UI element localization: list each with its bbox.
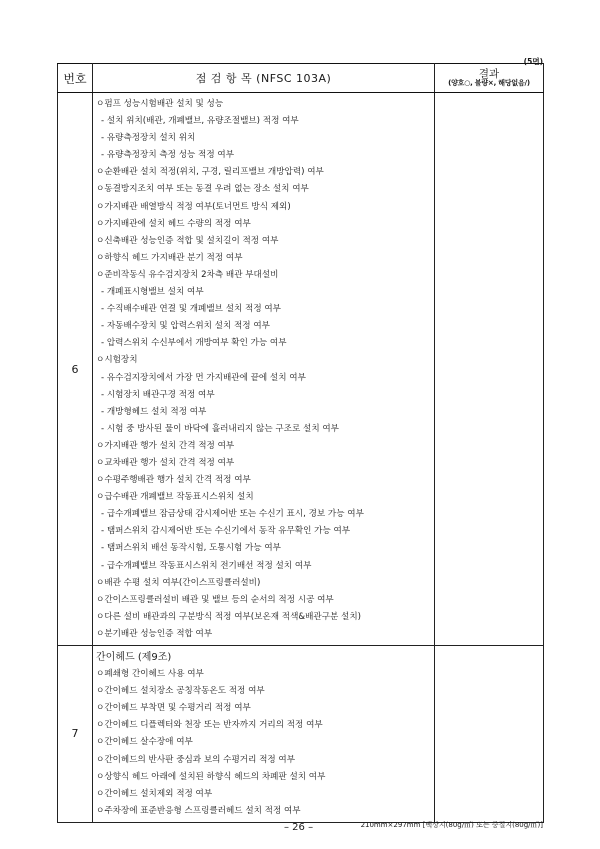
circle-marker: ㅇ (96, 167, 105, 178)
checklist-item-text: 준비작동식 유수검지장치 2차측 배관 부대설비 (104, 269, 279, 280)
header-result-legend: (양호○, 불량×, 해당없음/) (448, 78, 530, 87)
checklist-item (93, 199, 434, 216)
checklist-item (93, 786, 434, 803)
checklist-item-text: 간이헤드의 반사판 중심과 보의 수평거리 적정 여부 (104, 754, 296, 765)
inspection-table (57, 63, 544, 823)
footer-paper-spec: 210mm×297mm [백상지(80g/㎡) 또는 중질지(80g/㎡)] (360, 821, 543, 829)
checklist-item-text: 간이헤드 부착면 및 수평거리 적정 여부 (104, 703, 251, 714)
result-cell[interactable] (435, 646, 544, 823)
circle-marker: ㅇ (96, 577, 105, 588)
header-result-title: 결과 (478, 67, 500, 80)
checklist-item-text: 가지배관 배열방식 적정 여부(토너먼트 방식 제외) (104, 201, 291, 212)
checklist-item (93, 404, 434, 421)
checklist-item-text: 펌프 성능시험배관 설치 및 성능 (104, 99, 224, 109)
circle-marker: ㅇ (96, 737, 105, 748)
checklist-item-text: 개방형헤드 설치 적정 여부 (106, 406, 207, 417)
circle-marker: ㅇ (96, 269, 105, 280)
checklist-item-text: 시험장치 (104, 355, 138, 366)
checklist-item-text: 수평주행배관 행가 설치 간격 적정 여부 (104, 475, 251, 486)
circle-marker: ㅇ (96, 611, 105, 622)
circle-marker: ㅇ (96, 99, 105, 109)
checklist-item (93, 700, 434, 717)
checklist-item (93, 387, 434, 404)
checklist-item (93, 683, 434, 700)
checklist-item (93, 216, 434, 233)
checklist-item-text: 배관 수평 설치 여부(간이스프링클러설비) (104, 577, 261, 588)
checklist-item-text: 시험 중 방사된 물이 바닥에 흘러내리지 않는 구조로 설치 여부 (106, 423, 339, 434)
dash-marker: - (101, 372, 105, 383)
circle-marker: ㅇ (96, 218, 105, 229)
checklist-item (93, 558, 434, 575)
checklist-item-text: 유량측정장치 설치 위치 (106, 133, 196, 144)
footer-page-number: – 26 – (284, 822, 314, 833)
circle-marker: ㅇ (96, 440, 105, 451)
checklist-item (93, 96, 434, 113)
circle-marker: ㅇ (96, 184, 105, 195)
circle-marker: ㅇ (96, 594, 105, 605)
checklist-item-text: 간이헤드 디플렉터와 천장 또는 반자까지 거리의 적정 여부 (104, 720, 323, 731)
section-number: 6 (58, 93, 93, 646)
checklist-item (93, 113, 434, 130)
checklist-item-text: 시험장치 배관구경 적정 여부 (106, 389, 215, 400)
checklist-item-text: 설치 위치(배관, 개폐밸브, 유량조절밸브) 적정 여부 (106, 116, 299, 127)
checklist-item (93, 233, 434, 250)
section-items (93, 93, 435, 646)
checklist-item-text: 급수배관 개폐밸브 작동표시스위치 설치 (104, 492, 254, 503)
dash-marker: - (101, 287, 105, 298)
dash-marker: - (101, 509, 105, 520)
checklist-item (93, 803, 434, 820)
circle-marker: ㅇ (96, 355, 105, 366)
circle-marker: ㅇ (96, 720, 105, 731)
checklist-item-text: 개폐표시형밸브 설치 여부 (106, 287, 204, 298)
dash-marker: - (101, 560, 105, 571)
page-label: (5면) (523, 57, 543, 66)
checklist-item-text: 탬퍼스위치 배선 동작시험, 도통시험 가능 여부 (106, 543, 281, 554)
checklist-item (93, 147, 434, 164)
checklist-item (93, 472, 434, 489)
checklist-item-text: 간이헤드 설치장소 공칭작동온도 적정 여부 (104, 686, 265, 697)
checklist-item (93, 626, 434, 643)
checklist-item (93, 666, 434, 683)
circle-marker: ㅇ (96, 788, 105, 799)
checklist-item (93, 489, 434, 506)
checklist-item-text: 순환배관 설치 적정(위치, 구경, 릴리프밸브 개방압력) 여부 (104, 167, 324, 178)
checklist-item (93, 250, 434, 267)
checklist-item-text: 급수개폐밸브 작동표시스위치 전기배선 적정 설치 여부 (106, 560, 312, 571)
checklist-item (93, 284, 434, 301)
checklist-item (93, 609, 434, 626)
circle-marker: ㅇ (96, 669, 105, 680)
checklist-item (93, 370, 434, 387)
checklist-item (93, 421, 434, 438)
checklist-item-text: 급수개폐밸브 잠금상태 감시제어반 또는 수신기 표시, 경보 가능 여부 (106, 509, 364, 520)
checklist-item (93, 301, 434, 318)
checklist-item (93, 267, 434, 284)
checklist-item (93, 734, 434, 751)
circle-marker: ㅇ (96, 457, 105, 468)
checklist-item-text: 분기배관 성능인증 적합 여부 (104, 628, 213, 639)
checklist-item-text: 탬퍼스위치 감시제어반 또는 수신기에서 동작 유무확인 가능 여부 (106, 526, 351, 537)
dash-marker: - (101, 526, 105, 537)
dash-marker: - (101, 116, 105, 127)
circle-marker: ㅇ (96, 754, 105, 765)
checklist-item-text: 상향식 헤드 아래에 설치된 하향식 헤드의 차폐판 설치 여부 (104, 771, 326, 782)
circle-marker: ㅇ (96, 475, 105, 486)
checklist-item (93, 318, 434, 335)
checklist-item (93, 352, 434, 369)
circle-marker: ㅇ (96, 492, 105, 503)
circle-marker: ㅇ (96, 252, 105, 263)
header-number: 번호 (58, 64, 93, 93)
checklist-item-text: 수직배수배관 연결 및 개폐밸브 설치 적정 여부 (106, 304, 281, 315)
checklist-item-text: 신축배관 성능인증 적합 및 설치길이 적정 여부 (104, 235, 279, 246)
dash-marker: - (101, 133, 105, 144)
section-title: 간이헤드 (제9조) (96, 652, 172, 663)
checklist-item (93, 717, 434, 734)
dash-marker: - (101, 406, 105, 417)
table-row-section-6 (58, 93, 544, 646)
checklist-item-text: 동결방지조치 여부 또는 동결 우려 없는 장소 설치 여부 (104, 184, 309, 195)
checklist-item-text: 가지배관 행가 설치 간격 적정 여부 (104, 440, 235, 451)
checklist-item-text: 압력스위치 수신부에서 개방여부 확인 가능 여부 (106, 338, 287, 349)
section-items (93, 646, 435, 823)
checklist-item (93, 130, 434, 147)
result-cell[interactable] (435, 93, 544, 646)
checklist-item (93, 455, 434, 472)
circle-marker: ㅇ (96, 686, 105, 697)
checklist-item-text: 간이헤드 살수장애 여부 (104, 737, 193, 748)
circle-marker: ㅇ (96, 805, 105, 816)
section-number: 7 (58, 646, 93, 823)
checklist-item (93, 752, 434, 769)
circle-marker: ㅇ (96, 201, 105, 212)
dash-marker: - (101, 304, 105, 315)
dash-marker: - (101, 321, 105, 332)
checklist-item-text: 유수검지장치에서 가장 먼 가지배관에 끝에 설치 여부 (106, 372, 306, 383)
checklist-item-text: 주차장에 표준반응형 스프링클러헤드 설치 적정 여부 (104, 805, 301, 816)
table-header-row (58, 64, 544, 93)
table-row-section-7 (58, 646, 544, 823)
checklist-item-text: 하향식 헤드 가지배관 분기 적정 여부 (104, 252, 243, 263)
checklist-item (93, 438, 434, 455)
checklist-item (93, 769, 434, 786)
circle-marker: ㅇ (96, 771, 105, 782)
dash-marker: - (101, 389, 105, 400)
dash-marker: - (101, 423, 105, 434)
checklist-item (93, 592, 434, 609)
circle-marker: ㅇ (96, 235, 105, 246)
checklist-item (93, 335, 434, 352)
header-item: 점 검 항 목 (NFSC 103A) (93, 64, 435, 93)
dash-marker: - (101, 543, 105, 554)
checklist-item-text: 다른 설비 배관과의 구분방식 적정 여부(보온재 적색&배관구분 설치) (104, 611, 361, 622)
checklist-item-text: 간이스프링클러설비 배관 및 밸브 등의 순서의 적정 시공 여부 (104, 594, 334, 605)
checklist-item-text: 폐쇄형 간이헤드 사용 여부 (104, 669, 204, 680)
circle-marker: ㅇ (96, 703, 105, 714)
header-result (435, 64, 544, 93)
checklist-item (93, 540, 434, 557)
checklist-item (93, 181, 434, 198)
dash-marker: - (101, 338, 105, 349)
checklist-item (93, 164, 434, 181)
checklist-item (93, 575, 434, 592)
checklist-item-text: 자동배수장치 및 압력스위치 설치 적정 여부 (106, 321, 270, 332)
dash-marker: - (101, 150, 105, 161)
circle-marker: ㅇ (96, 628, 105, 639)
checklist-item-text: 교차배관 행가 설치 간격 적정 여부 (104, 457, 235, 468)
checklist-item-text: 가지배관에 설치 헤드 수량의 적정 여부 (104, 218, 251, 229)
checklist-item-text: 간이헤드 설치제외 적정 여부 (104, 788, 213, 799)
checklist-item (93, 523, 434, 540)
checklist-item-text: 유량측정장치 측정 성능 적정 여부 (106, 150, 234, 161)
checklist-item (93, 506, 434, 523)
